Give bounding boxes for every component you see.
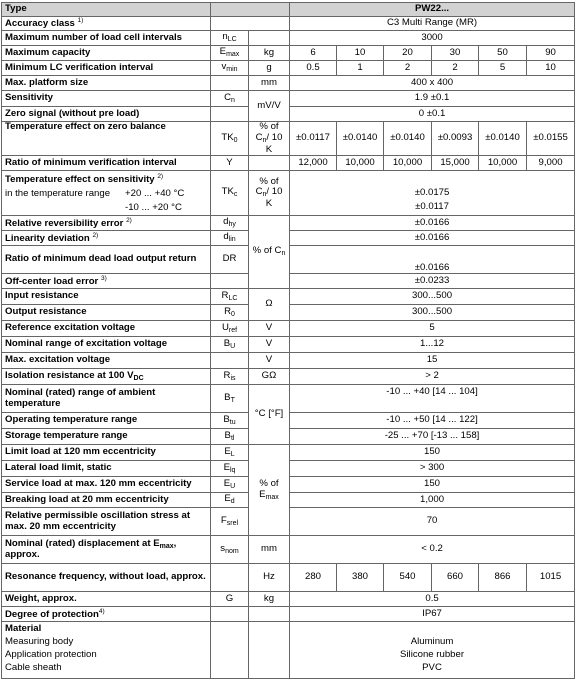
material-label: Material xyxy=(5,623,42,635)
e-d-value: 1,000 xyxy=(290,493,575,508)
tk0-value: ±0.0140 xyxy=(479,122,527,156)
resonance-label: Resonance frequency, without load, approx. xyxy=(2,564,211,592)
sensitivity-label: Sensitivity xyxy=(2,91,211,107)
tk0-value: ±0.0155 xyxy=(527,122,575,156)
material-item: Cable sheath xyxy=(5,661,62,673)
sensitivity-symbol: $C_n$ xyxy=(211,91,249,107)
e-u-label: Service load at max. 120 mm eccentricity xyxy=(2,477,211,493)
tkc-unit: % of $C_n/$ 10 K xyxy=(249,171,290,216)
zero-signal-label: Zero signal (without pre load) xyxy=(2,107,211,122)
accuracy-label: Accuracy class xyxy=(5,18,75,30)
lin-dev-label: Linearity deviation xyxy=(5,232,90,244)
f-srel-value: 70 xyxy=(290,508,575,536)
v-min-value: 5 xyxy=(479,61,527,76)
tk0-value: ±0.0140 xyxy=(384,122,432,156)
s-nom-label: Nominal (rated) displacement at E xyxy=(5,537,160,549)
v-min-value: 2 xyxy=(384,61,432,76)
e-lq-label: Lateral load limit, static xyxy=(2,461,211,477)
e-d-label: Breaking load at 20 mm eccentricity xyxy=(2,493,211,508)
temp-unit: °C [°F] xyxy=(249,385,290,445)
y-value: 12,000 xyxy=(290,156,337,171)
e-max-label: Maximum capacity xyxy=(2,46,211,61)
tk0-label: Temperature effect on zero balance xyxy=(2,122,211,156)
tkc-footnote: 2) xyxy=(157,173,164,181)
e-max-value: 6 xyxy=(290,46,337,61)
e-max-value: 50 xyxy=(479,46,527,61)
b-tu-value: -10 ... +50 [14 ... 122] xyxy=(290,413,575,429)
v-min-unit: g xyxy=(249,61,290,76)
row-resonance xyxy=(2,564,575,592)
specifications-table xyxy=(1,2,575,679)
rev-err-value: ±0.0166 xyxy=(290,216,575,231)
material-item: Measuring body xyxy=(5,636,74,648)
max-exc-label: Max. excitation voltage xyxy=(2,353,211,369)
tk0-unit: % of $C_n/$ 10 K xyxy=(249,122,290,156)
ohm-unit: Ω xyxy=(249,289,290,321)
n-lc-value: 3000 xyxy=(290,31,575,46)
e-l-value: 150 xyxy=(290,445,575,461)
row-e-l xyxy=(2,445,575,461)
row-e-max xyxy=(2,46,575,61)
material-values xyxy=(290,622,575,679)
v-min-label: Minimum LC verification interval xyxy=(2,61,211,76)
lin-dev-footnote: 2) xyxy=(92,231,99,239)
off-center-footnote: 3) xyxy=(100,274,107,282)
y-value: 15,000 xyxy=(432,156,479,171)
v-min-value: 0.5 xyxy=(290,61,337,76)
tkc-label: Temperature effect on sensitivity xyxy=(5,174,155,186)
e-lq-symbol: $E_{lq}$ xyxy=(211,461,249,477)
row-tkc xyxy=(2,171,575,216)
row-n-lc xyxy=(2,31,575,46)
r-in-symbol: $R_{LC}$ xyxy=(211,289,249,305)
tkc-symbol: $TK_c$ xyxy=(211,171,249,216)
f-srel-label: Relative permissible oscillation stress at max. 20 mm eccentricity xyxy=(2,508,211,536)
u-ref-unit: V xyxy=(249,321,290,337)
protection-footnote: 4) xyxy=(98,607,105,615)
tkc-values xyxy=(290,171,575,216)
material-value: PVC xyxy=(422,661,442,673)
s-nom-label-end: , approx. xyxy=(5,537,177,561)
y-value: 10,000 xyxy=(337,156,384,171)
b-u-unit: V xyxy=(249,337,290,353)
tkc-range-1: +20 ... +40 °C xyxy=(125,187,185,199)
weight-value: 0.5 xyxy=(290,592,575,607)
rev-err-label: Relative reversibility error xyxy=(5,217,124,229)
pct-emax-unit: % of $E_{max}$ xyxy=(249,445,290,536)
off-center-value: ±0.0233 xyxy=(290,274,575,289)
b-tl-value: -25 ... +70 [-13 ... 158] xyxy=(290,429,575,445)
protection-label: Degree of protection xyxy=(5,608,99,620)
material-value: Silicone rubber xyxy=(400,648,465,660)
resonance-value: 280 xyxy=(290,564,337,592)
e-u-value: 150 xyxy=(290,477,575,493)
tkc-cell xyxy=(2,171,211,216)
row-material xyxy=(2,622,575,679)
v-min-value: 10 xyxy=(527,61,575,76)
platform-value: 400 x 400 xyxy=(290,76,575,91)
tkc-range-text: in the temperature range xyxy=(5,187,111,199)
y-value: 10,000 xyxy=(384,156,432,171)
r-is-symbol: $R_{is}$ xyxy=(211,369,249,385)
row-tk0 xyxy=(2,122,575,156)
row-type xyxy=(2,3,575,17)
s-nom-unit: mm xyxy=(249,536,290,564)
mvv-unit: mV/V xyxy=(249,91,290,122)
s-nom-value: < 0.2 xyxy=(290,536,575,564)
r-is-label-sub: DC xyxy=(133,374,144,382)
v-min-symbol: $v_{min}$ xyxy=(211,61,249,76)
row-accuracy xyxy=(2,17,575,31)
e-u-symbol: $E_U$ xyxy=(211,477,249,493)
row-b-t xyxy=(2,385,575,413)
row-protection xyxy=(2,607,575,622)
e-lq-value: > 300 xyxy=(290,461,575,477)
row-r-is xyxy=(2,369,575,385)
material-item: Application protection xyxy=(5,648,97,660)
b-tl-label: Storage temperature range xyxy=(2,429,211,445)
rev-err-symbol: $d_{hy}$ xyxy=(211,216,249,231)
b-u-value: 1...12 xyxy=(290,337,575,353)
b-t-symbol: $B_T$ xyxy=(211,385,249,413)
resonance-value: 380 xyxy=(337,564,384,592)
r-out-value: 300...500 xyxy=(290,305,575,321)
accuracy-value: C3 Multi Range (MR) xyxy=(290,17,575,31)
e-l-label: Limit load at 120 mm eccentricity xyxy=(2,445,211,461)
r-in-label: Input resistance xyxy=(2,289,211,305)
resonance-value: 660 xyxy=(432,564,479,592)
row-u-ref xyxy=(2,321,575,337)
y-value: 10,000 xyxy=(479,156,527,171)
tkc-range-2: -10 ... +20 °C xyxy=(125,201,182,213)
e-max-value: 20 xyxy=(384,46,432,61)
dead-load-value: ±0.0166 xyxy=(290,246,575,274)
resonance-value: 866 xyxy=(479,564,527,592)
type-label: Type xyxy=(2,3,211,17)
e-max-symbol: $E_{max}$ xyxy=(211,46,249,61)
r-is-unit: GΩ xyxy=(249,369,290,385)
s-nom-symbol: $s_{nom}$ xyxy=(211,536,249,564)
b-tu-label: Operating temperature range xyxy=(2,413,211,429)
row-y xyxy=(2,156,575,171)
u-ref-value: 5 xyxy=(290,321,575,337)
b-u-symbol: $B_U$ xyxy=(211,337,249,353)
n-lc-label: Maximum number of load cell intervals xyxy=(2,31,211,46)
platform-unit: mm xyxy=(249,76,290,91)
y-symbol: Y xyxy=(211,156,249,171)
weight-unit: kg xyxy=(249,592,290,607)
tk0-value: ±0.0140 xyxy=(337,122,384,156)
type-value: PW22... xyxy=(290,3,575,17)
b-t-value: -10 ... +40 [14 ... 104] xyxy=(290,385,575,413)
u-ref-symbol: $U_{ref}$ xyxy=(211,321,249,337)
platform-label: Max. platform size xyxy=(2,76,211,91)
b-tu-symbol: $B_{tu}$ xyxy=(211,413,249,429)
n-lc-symbol: $n_{LC}$ xyxy=(211,31,249,46)
b-t-label: Nominal (rated) range of ambient temperature xyxy=(2,385,211,413)
b-tl-symbol: $B_{tl}$ xyxy=(211,429,249,445)
off-center-label: Off-center load error xyxy=(5,275,99,287)
tkc-value-2: ±0.0117 xyxy=(415,200,449,212)
u-ref-label: Reference excitation voltage xyxy=(2,321,211,337)
material-value: Aluminum xyxy=(410,636,454,648)
y-label: Ratio of minimum verification interval xyxy=(2,156,211,171)
pct-cn-unit: % of $C_n$ xyxy=(249,216,290,289)
row-max-exc xyxy=(2,353,575,369)
e-d-symbol: $E_d$ xyxy=(211,493,249,508)
row-r-in xyxy=(2,289,575,305)
r-is-value: > 2 xyxy=(290,369,575,385)
row-sensitivity xyxy=(2,91,575,107)
e-max-value: 30 xyxy=(432,46,479,61)
dead-load-label: Ratio of minimum dead load output return xyxy=(2,246,211,274)
e-max-value: 10 xyxy=(337,46,384,61)
lin-dev-value: ±0.0166 xyxy=(290,231,575,246)
e-max-unit: kg xyxy=(249,46,290,61)
v-min-value: 1 xyxy=(337,61,384,76)
y-value: 9,000 xyxy=(527,156,575,171)
row-b-u xyxy=(2,337,575,353)
tk0-value: ±0.0117 xyxy=(290,122,337,156)
resonance-value: 540 xyxy=(384,564,432,592)
zero-signal-value: 0 ±0.1 xyxy=(290,107,575,122)
accuracy-footnote: 1) xyxy=(77,17,84,25)
e-max-value: 90 xyxy=(527,46,575,61)
weight-symbol: G xyxy=(211,592,249,607)
v-min-value: 2 xyxy=(432,61,479,76)
row-rev-err xyxy=(2,216,575,231)
b-u-label: Nominal range of excitation voltage xyxy=(2,337,211,353)
r-in-value: 300...500 xyxy=(290,289,575,305)
material-cell xyxy=(2,622,211,679)
s-nom-label-sub: max xyxy=(159,542,174,550)
row-weight xyxy=(2,592,575,607)
protection-value: IP67 xyxy=(290,607,575,622)
row-v-min xyxy=(2,61,575,76)
tk0-value: ±0.0093 xyxy=(432,122,479,156)
resonance-unit: Hz xyxy=(249,564,290,592)
lin-dev-symbol: $d_{lin}$ xyxy=(211,231,249,246)
resonance-value: 1015 xyxy=(527,564,575,592)
max-exc-unit: V xyxy=(249,353,290,369)
row-s-nom xyxy=(2,536,575,564)
row-platform xyxy=(2,76,575,91)
r-out-symbol: $R_0$ xyxy=(211,305,249,321)
tk0-symbol: $TK_0$ xyxy=(211,122,249,156)
tkc-value-1: ±0.0175 xyxy=(414,187,450,199)
weight-label: Weight, approx. xyxy=(2,592,211,607)
rev-err-footnote: 2) xyxy=(126,216,132,224)
r-out-label: Output resistance xyxy=(2,305,211,321)
sensitivity-value: 1.9 ±0.1 xyxy=(290,91,575,107)
r-is-label: Isolation resistance at 100 V xyxy=(5,369,134,381)
dead-load-symbol: DR xyxy=(211,246,249,274)
f-srel-symbol: $F_{srel}$ xyxy=(211,508,249,536)
e-l-symbol: $E_L$ xyxy=(211,445,249,461)
max-exc-value: 15 xyxy=(290,353,575,369)
